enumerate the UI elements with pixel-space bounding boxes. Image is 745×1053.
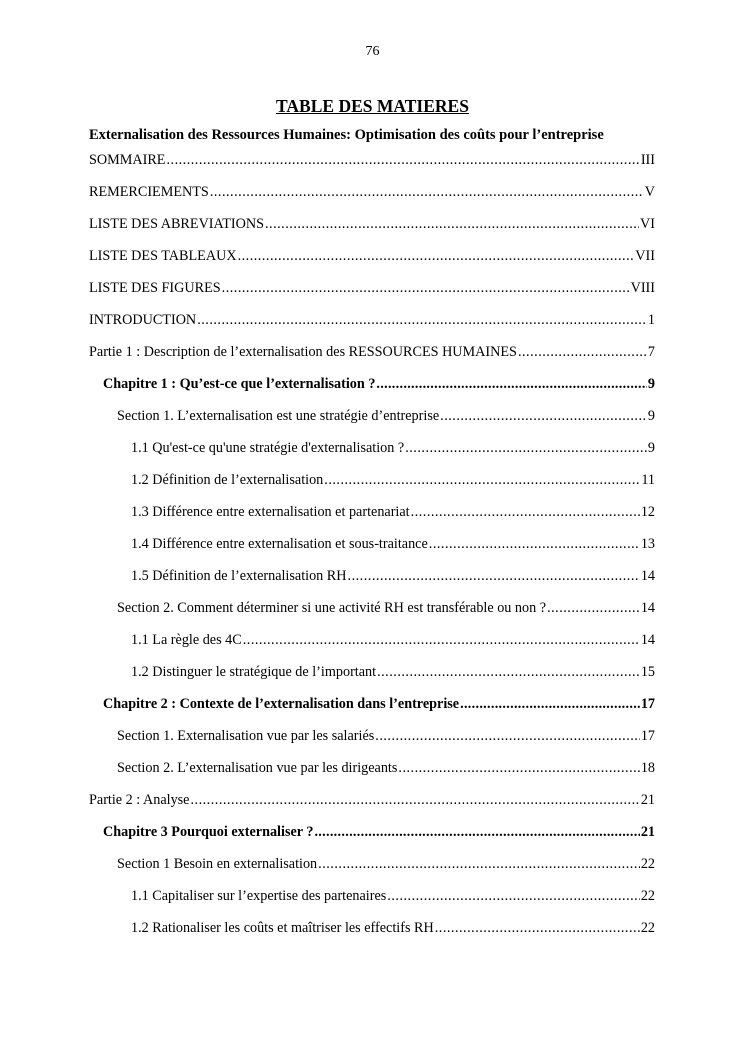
toc-entry-subsection[interactable] (131, 630, 655, 650)
toc-entry-page: III (640, 152, 655, 168)
toc-title: TABLE DES MATIERES (276, 96, 469, 116)
toc-subtitle: Externalisation des Ressources Humaines: Optimisation des coûts pour l’entreprise (89, 127, 604, 143)
toc-entry-page: 18 (640, 760, 655, 776)
dot-leader (166, 150, 639, 170)
toc-entry-subsection[interactable] (131, 566, 655, 586)
dot-leader (460, 694, 640, 714)
toc-entry-tableaux[interactable] (89, 246, 655, 266)
toc-entry-page: 14 (640, 632, 655, 648)
toc-entry-label: 1.1 Capitaliser sur l’expertise des partenaires (131, 888, 387, 904)
toc-entry-label: Chapitre 2 : Contexte de l’externalisation dans l’entreprise (103, 696, 460, 712)
toc-entry-label: 1.2 Rationaliser les coûts et maîtriser les effectifs RH (131, 920, 434, 936)
toc-entry-label: 1.1 La règle des 4C (131, 632, 242, 648)
toc-entry-abreviations[interactable] (89, 214, 655, 234)
toc-entry-page: 14 (640, 600, 655, 616)
toc-entry-label: 1.2 Distinguer le stratégique de l’important (131, 664, 377, 680)
toc-entry-page: 11 (641, 472, 655, 488)
dot-leader (210, 182, 644, 202)
toc-entry-remerciements[interactable] (89, 182, 655, 202)
toc-entry-partie-1[interactable] (89, 342, 655, 362)
page-number: 76 (365, 44, 380, 59)
toc-entry-section[interactable] (117, 854, 655, 874)
dot-leader (398, 758, 639, 778)
toc-entry-page: 13 (640, 536, 655, 552)
toc-entry-page: VIII (630, 280, 655, 296)
dot-leader (518, 342, 647, 362)
toc-entry-page: 22 (640, 888, 655, 904)
toc-entry-label: LISTE DES ABREVIATIONS (89, 216, 264, 232)
toc-entry-label: Section 1. Externalisation vue par les salariés (117, 728, 375, 744)
toc-entry-introduction[interactable] (89, 310, 655, 330)
dot-leader (197, 310, 647, 330)
dot-leader (377, 662, 640, 682)
toc-entry-page: 1 (647, 312, 655, 328)
toc-entry-page: 12 (640, 504, 655, 520)
toc-entry-page: 7 (647, 344, 655, 360)
toc-entry-page: 21 (640, 792, 655, 808)
toc-entry-label: 1.2 Définition de l’externalisation (131, 472, 324, 488)
toc-entry-page: 21 (640, 824, 655, 840)
toc-entry-subsection[interactable] (131, 438, 655, 458)
toc-entry-chapitre-2[interactable] (103, 694, 655, 714)
dot-leader (411, 502, 640, 522)
toc-entry-page: V (644, 184, 655, 200)
toc-entry-label: Chapitre 1 : Qu’est-ce que l’externalisation ? (103, 376, 376, 392)
toc-entry-label: LISTE DES TABLEAUX (89, 248, 237, 264)
toc-entry-label: SOMMAIRE (89, 152, 166, 168)
toc-entry-subsection[interactable] (131, 886, 655, 906)
toc-entry-label: REMERCIEMENTS (89, 184, 209, 200)
toc-entry-page: VI (640, 216, 655, 232)
toc-entry-section[interactable] (117, 406, 655, 426)
dot-leader (318, 854, 640, 874)
dot-leader (243, 630, 640, 650)
toc-entry-subsection[interactable] (131, 662, 655, 682)
dot-leader (376, 374, 646, 394)
dot-leader (435, 918, 640, 938)
toc-entry-partie-2[interactable] (89, 790, 655, 810)
toc-entry-subsection[interactable] (131, 534, 655, 554)
dot-leader (190, 790, 639, 810)
toc-entry-label: Section 2. L’externalisation vue par les dirigeants (117, 760, 398, 776)
dot-leader (238, 246, 635, 266)
toc-entry-label: Section 1 Besoin en externalisation (117, 856, 318, 872)
toc-entry-page: VII (635, 248, 655, 264)
dot-leader (547, 598, 640, 618)
dot-leader (222, 278, 630, 298)
toc-entry-sommaire[interactable] (89, 150, 655, 170)
toc-entry-chapitre-3[interactable] (103, 822, 655, 842)
toc-entry-page: 22 (640, 920, 655, 936)
toc-entry-subsection[interactable] (131, 502, 655, 522)
toc-entry-label: LISTE DES FIGURES (89, 280, 221, 296)
toc-entry-page: 22 (640, 856, 655, 872)
toc-entry-page: 14 (640, 568, 655, 584)
toc-entry-page: 17 (640, 696, 655, 712)
toc-entry-page: 17 (640, 728, 655, 744)
toc-entry-section[interactable] (117, 726, 655, 746)
dot-leader (405, 438, 647, 458)
toc-entry-page: 9 (647, 408, 655, 424)
dot-leader (348, 566, 640, 586)
toc-entry-subsection[interactable] (131, 918, 655, 938)
toc-entry-page: 9 (647, 440, 655, 456)
toc-entry-label: Section 1. L’externalisation est une stratégie d’entreprise (117, 408, 440, 424)
dot-leader (440, 406, 647, 426)
toc-entry-label: Section 2. Comment déterminer si une activité RH est transférable ou non ? (117, 600, 547, 616)
dot-leader (324, 470, 640, 490)
toc-entry-label: Partie 2 : Analyse (89, 792, 190, 808)
toc-entry-label: Partie 1 : Description de l’externalisation des RESSOURCES HUMAINES (89, 344, 517, 360)
toc-entry-page: 15 (640, 664, 655, 680)
toc-entry-subsection[interactable] (131, 470, 655, 490)
dot-leader (387, 886, 640, 906)
toc-entry-label: 1.4 Différence entre externalisation et sous-traitance (131, 536, 428, 552)
toc-entry-page: 9 (647, 376, 655, 392)
dot-leader (265, 214, 639, 234)
toc-entry-section[interactable] (117, 598, 655, 618)
dot-leader (375, 726, 640, 746)
dot-leader (314, 822, 639, 842)
toc-entry-label: Chapitre 3 Pourquoi externaliser ? (103, 824, 314, 840)
toc-entry-label: 1.1 Qu'est-ce qu'une stratégie d'externalisation ? (131, 440, 405, 456)
toc-entry-label: INTRODUCTION (89, 312, 197, 328)
toc-entry-figures[interactable] (89, 278, 655, 298)
toc-entry-label: 1.3 Différence entre externalisation et partenariat (131, 504, 410, 520)
toc-entry-section[interactable] (117, 758, 655, 778)
toc-entry-label: 1.5 Définition de l’externalisation RH (131, 568, 347, 584)
toc-entry-chapitre-1[interactable] (103, 374, 655, 394)
dot-leader (429, 534, 640, 554)
